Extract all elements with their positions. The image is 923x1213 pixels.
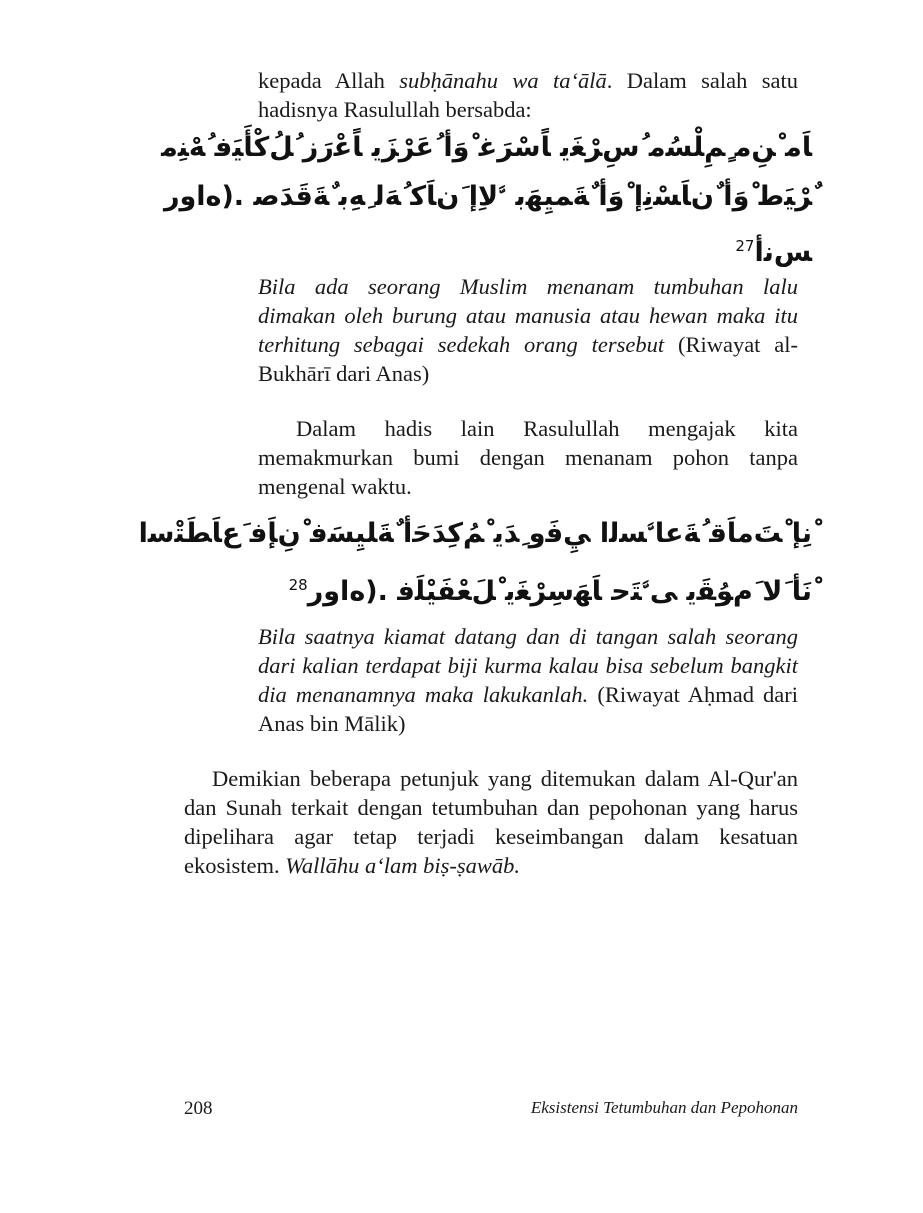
hadith2-translation bbox=[258, 622, 798, 738]
middle-paragraph: Dalam hadis lain Rasulullah mengajak kita memakmurkan bumi dengan menanam pohon tanpa mengenal waktu. bbox=[258, 416, 798, 499]
intro-paragraph bbox=[258, 66, 798, 124]
hadith2-arabic-line2: $^{28}$ْنَأ َﻻ َمﻮُﻘَﻳ ﻰﱠﺘَﺣ ﺎَﻬَﺳِﺮْﻐَﻳ ْﻞَﻌْﻔَﻴْﻠَﻓ .(ﻩاور bbox=[288, 576, 812, 607]
hadith1-arabic-line3: $^{27}$ﺲﻧأ bbox=[735, 237, 812, 268]
hadith2-translation-italic: Bila saatnya kiamat datang dan di tangan salah seorang dari kalian terdapat biji kurma kalau bisa sebelum bangkit dia menanamnya maka lakukanlah. bbox=[258, 624, 798, 707]
intro-text-end: . Dalam salah satu hadisnya Rasulullah bersabda: bbox=[258, 68, 798, 122]
conclusion-paragraph: Demikian beberapa petunjuk yang ditemukan dalam Al-Qur'an dan Sunah terkait dengan tetumbuhan dan pepohonan yang harus dipelihara agar tetap terjadi keseimbangan dalam kesatuan ekosistem. Wallāhu a‘lam biṣ-ṣawāb. bbox=[184, 766, 798, 878]
hadith1-arabic-line2: ٌﺮْﻴَﻃ ْوَأ ٌنﺎَﺴْﻧِإ ْوَأ ٌﺔَﻤﻴِﻬَﺑ ﱠﻻِإ َنﺎَﻛ ُﻪَﻟ ِﻪِﺑ ٌﺔَﻗَﺪَﺻ .(ﻩاور bbox=[163, 181, 812, 212]
intro-italic: subḥānahu wa ta‘ālā bbox=[399, 68, 607, 93]
footnote-marker-27: 27 bbox=[735, 237, 755, 255]
intro-text: kepada Allah bbox=[258, 68, 400, 93]
footnote-marker-28: 28 bbox=[288, 576, 308, 594]
running-title: Eksistensi Tetumbuhan dan Pepohonan bbox=[530, 1098, 798, 1117]
hadith2-source: (Riwayat Aḥmad dari Anas bin Mālik) bbox=[258, 682, 799, 736]
hadith1-translation-italic: Bila ada seorang Muslim menanam tumbuhan lalu dimakan oleh burung atau manusia atau hewan maka itu terhitung sebagai sedekah orang tersebut bbox=[258, 274, 798, 357]
conclusion-italic: Wallāhu a‘lam biṣ-ṣawāb. bbox=[285, 853, 521, 878]
hadith1-source: (Riwayat al-Bukhārī dari Anas) bbox=[258, 332, 798, 386]
hadith1-arabic-line1: ﺎَﻣ ْﻦِﻣ ٍﻢِﻠْﺴُﻣ ُسِﺮْﻐَﻳ ﺎًﺳْﺮَﻏ ْوَأ ُعَرْﺰَﻳ ﺎًﻋْرَز ُﻞُﻛْﺄَﻴَﻓ ُﻪْﻨِﻣ bbox=[161, 132, 812, 163]
hadith1-translation bbox=[258, 272, 798, 388]
page-number: 208 bbox=[184, 1098, 213, 1119]
hadith2-arabic-line1: ْنِإ ْﺖَﻣﺎَﻗ ُﺔَﻋﺎﱠﺴﻟا ﻲِﻓَو ِﺪَﻳ ْﻢُﻛِﺪَﺣَأ ٌﺔَﻠﻴِﺴَﻓ ْنِﺈَﻓ َعﺎَﻄَﺘْﺳا bbox=[138, 518, 812, 549]
